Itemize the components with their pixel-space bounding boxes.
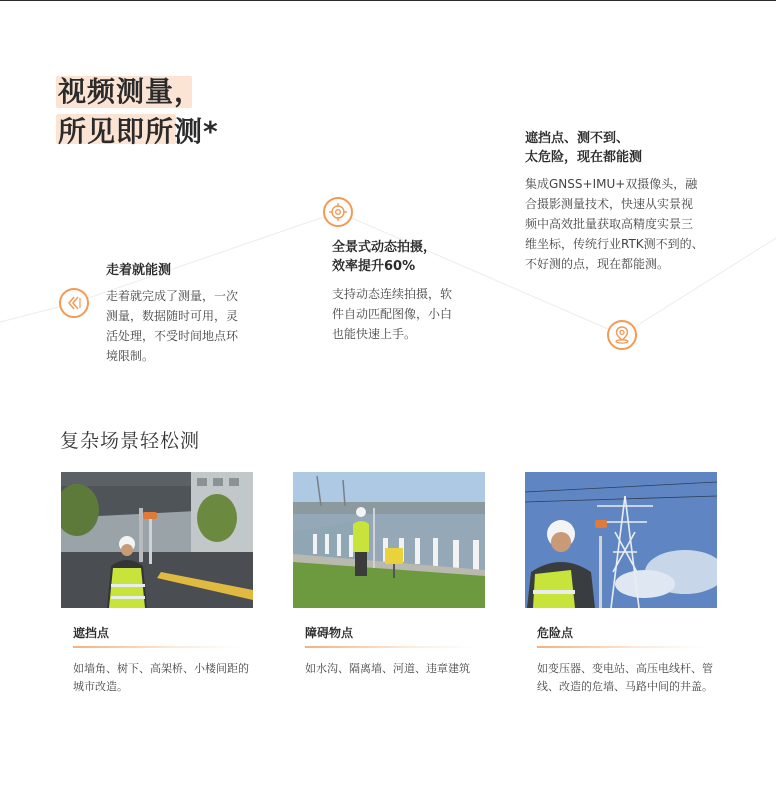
hero-title-text-2: 所见即所测* <box>58 115 219 148</box>
scene-card-dangerous <box>525 472 717 696</box>
riverbank-surveyor-photo <box>293 472 485 608</box>
location-pin-icon <box>607 320 637 350</box>
section-title: 复杂场景轻松测 <box>60 430 201 452</box>
scene-divider <box>537 646 705 648</box>
feature-desc-walk: 走着就完成了测量，一次 测量，数据随时可用，灵 活处理，不受时间地点环 境限制。 <box>106 289 239 363</box>
hero-title-line-2 <box>58 112 219 152</box>
scene-desc: 如变压器、变电站、高压电线杆、管 线、改造的危墙、马路中间的井盖。 <box>537 662 713 693</box>
scene-title: 遮挡点 <box>73 626 110 640</box>
scene-desc: 如水沟、隔离墙、河道、违章建筑 <box>305 662 470 675</box>
power-tower-surveyor-photo <box>525 472 717 608</box>
scene-card-obstacle <box>293 472 485 678</box>
hero-title-text-1: 视频测量， <box>58 75 204 108</box>
feature-desc-hard-points: 集成GNSS+IMU+双摄像头，融 合摄影测量技术，快速从实景视 频中高效批量获取高精度实景三 维坐标，传统行业RTK测不到的、 不好测的点，现在都能测。 <box>525 177 704 271</box>
feature-title-panorama: 全景式动态拍摄， 效率提升60% <box>332 240 437 274</box>
chevron-left-icon <box>59 288 89 318</box>
scene-divider <box>305 646 473 648</box>
top-border <box>0 0 776 1</box>
feature-desc-panorama: 支持动态连续拍摄，软 件自动匹配图像，小白 也能快速上手。 <box>332 287 453 341</box>
scene-card-occluded <box>61 472 253 696</box>
feature-title-hard-points: 遮挡点、测不到、 太危险，现在都能测 <box>525 131 643 165</box>
scene-divider <box>73 646 241 648</box>
scene-title: 障碍物点 <box>305 626 354 640</box>
overpass-surveyor-photo <box>61 472 253 608</box>
crosshair-icon <box>323 197 353 227</box>
scene-desc: 如墙角、树下、高架桥、小楼间距的 城市改造。 <box>73 662 249 693</box>
hero-title-line-1 <box>58 72 219 112</box>
hero-title <box>58 72 219 152</box>
feature-title-walk: 走着就能测 <box>106 263 172 278</box>
scene-title: 危险点 <box>537 626 574 640</box>
